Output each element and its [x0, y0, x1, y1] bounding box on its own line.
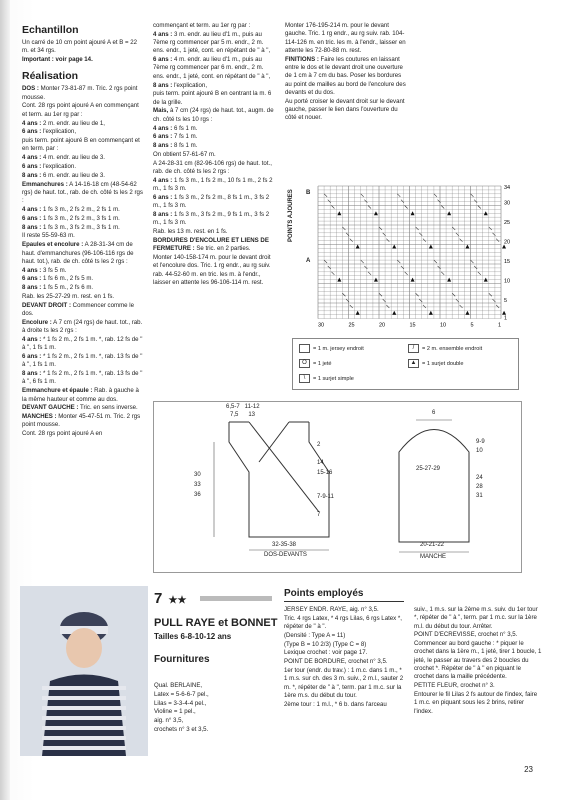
stripe: [42, 726, 126, 730]
grid-y-tick-label: 25: [504, 220, 511, 227]
column-instructions-5: [414, 606, 542, 716]
col2-line: BORDURES D'ENCOLURE ET LIENS DE FERMETURE : Se tric. en 2 parties.: [153, 236, 269, 253]
grid-decrease-mark: [350, 305, 353, 308]
col1-line: 4 ans : 4 m. endr. au lieu de 3.: [22, 154, 105, 162]
col2-line: 6 ans : 7 fs 1 m.: [153, 133, 198, 141]
grid-decrease-mark: [379, 293, 382, 296]
stripe: [42, 736, 126, 740]
fournitures-line: crochets n° 3 et 3,5.: [154, 725, 209, 733]
points-line: POINT DE BORDURE, crochet n° 3,5.: [284, 658, 388, 666]
points-line: 1er tour (endr. du trav.) : 1 m.c. dans 1 m., * 1 m.s. sur ch. des 3 m. suiv., 2 m.l., sauter 2 m. *, répéter de " à ", term. par 1 m.c. sur la 1ère m.s. du début du tour.: [284, 667, 404, 699]
grid-side-label: POINTS AJOURES: [288, 189, 294, 242]
top-dimension-1: 6,5-7 11-12: [226, 404, 260, 410]
grid-decrease-mark: [368, 206, 371, 209]
grid-decrease-mark: [350, 239, 353, 242]
stripe: [42, 706, 126, 710]
front-label: DOS-DEVANTS: [264, 552, 307, 558]
col2-line: 4 ans : 3 m. endr. au lieu d'1 m., puis au 7ème rg commencer par 5 m. endr., 2 m. ens. endr., 1 jeté, cont. en répétant de " à ",: [153, 30, 271, 55]
col2-line: 6 ans : 4 m. endr. au lieu d'1 m., puis au 7ème rg commencer par 6 m. endr., 2 m. ens. endr., 1 jeté, cont. en répétant de " à ",: [153, 56, 271, 80]
col1-line: 4 ans : 3 fs 5 m.: [22, 266, 67, 274]
col1-line: Il reste 55-59-63 m.: [22, 232, 75, 240]
grid-y-tick-label: 34: [504, 185, 511, 191]
col2-line: 8 ans : 1 fs 3 m., 3 fs 2 m., 9 fs 1 m., 3 fs 2 m., 1 fs 3 m.: [153, 211, 270, 227]
col3-line: Au porté croiser le devant droit sur le devant gauche, passer le lien dans l'ouverture du côté et nouer.: [285, 97, 405, 122]
grid-decrease-mark: [379, 227, 382, 230]
grid-surjet-double-mark: [356, 311, 360, 315]
grid-lines: [318, 186, 501, 319]
col1-line: Rab. les 25-27-29 m. rest. en 1 fs.: [22, 293, 115, 301]
fournitures-list: [154, 682, 274, 735]
grid-decrease-mark: [342, 227, 345, 230]
body-outline: [229, 422, 329, 537]
grid-decrease-mark: [386, 239, 389, 242]
col2-line: 8 ans : l'explication,: [153, 81, 208, 89]
grid-decrease-mark: [434, 260, 437, 263]
col3-line: Monter 176-195-214 m. pour le devant gauche. Tric. 1 rg endr., au rg suiv. rab. 104-114-126 m. en tric. les m. à l'endr., laisser en attente les 72-80-88 m. rest.: [285, 22, 406, 54]
col1-line: 6 ans : * 1 fs 2 m., 2 fs 1 m. *, rab. 13 fs de " à ", 1 fs 1 m.: [22, 353, 143, 369]
points-text: [284, 606, 406, 710]
col2-line: puis term. point ajouré B en centrant la m. 6 de la grille.: [153, 90, 272, 106]
pattern-number: 7 ★★: [154, 590, 187, 607]
schematic-diagram: [153, 401, 522, 573]
grid-decrease-mark: [460, 305, 463, 308]
stitch-grid-chart: [290, 180, 540, 330]
col2-line: A 24-28-31 cm (82-96-106 rgs) de haut. tot., rab. de ch. côté ts les 2 rgs :: [153, 159, 272, 176]
right-dim-b: 14: [317, 460, 324, 466]
col1-line: puis term. point ajouré B en commençant et en term. par :: [22, 137, 140, 153]
col1-line: Cont. 28 rgs point ajouré A en commençant et term. au 1er rg par :: [22, 102, 139, 118]
points-heading: Points employés: [284, 588, 364, 599]
page-binding: [0, 0, 10, 800]
grid-decrease-mark: [441, 272, 444, 275]
fournitures-line: Violine = 1 pel.,: [154, 708, 196, 716]
chart-legend: [292, 338, 519, 390]
pattern-sizes: Tailles 6-8-10-12 ans: [154, 632, 232, 641]
col5-line: POINT D'ECREVISSE, crochet n° 3,5.: [414, 631, 518, 639]
left-heights: 30 33 36: [194, 472, 201, 498]
col1-line: Emmanchures : A 14-16-18 cm (48-54-62 rgs) de haut. tot., rab. de ch. côté ts les 2 rgs :: [22, 180, 143, 205]
grid-x-tick-label: 20: [379, 322, 386, 329]
grid-decrease-mark: [331, 206, 334, 209]
grid-decrease-mark: [368, 272, 371, 275]
grid-surjet-double-mark: [429, 311, 433, 315]
legend-item-ensemble: / = 2 m. ensemble endroit: [408, 344, 482, 353]
child-illustration: [20, 586, 148, 756]
grid-decrease-mark: [324, 260, 327, 263]
grid-decrease-mark: [405, 272, 408, 275]
slash-icon: /: [408, 344, 419, 353]
square-icon: [299, 344, 310, 353]
grid-x-ticks: [318, 323, 501, 329]
grid-surjet-double-mark: [392, 311, 396, 315]
points-line: JERSEY ENDR. RAYE, aig. n° 3,5.: [284, 606, 379, 613]
col5-line: suiv., 1 m.s. sur la 2ème m.s. suiv. du 1er tour *, répéter de " à ", term. par 1 m.c. sur la 1ère m.l. du début du tour. Arrêter.: [414, 606, 538, 630]
grid-decrease-mark: [496, 239, 499, 242]
grid-decrease-mark: [361, 260, 364, 263]
grid-decrease-mark: [324, 194, 327, 197]
col5-line: PETITE FLEUR, crochet n° 3.: [414, 682, 495, 690]
grid-y-tick-label: 20: [504, 239, 511, 246]
fournitures-line: Lilas = 3-3-4-4 pel.,: [154, 699, 207, 707]
grid-label-b: B: [306, 190, 311, 196]
sleeve-label: MANCHE: [420, 554, 447, 560]
right-dim-c: 15-16: [317, 470, 333, 476]
grid-decrease-mark: [460, 239, 463, 242]
col1-line: Epaules et encolure : A 28-31-34 cm de haut. d'emmanchures (96-106-116 rgs de haut. tot.), rab. de ch. côté ts les 2 rgs :: [22, 241, 134, 265]
grid-surjet-double-mark: [392, 244, 396, 248]
col2-line: Rab. les 13 m. rest. en 1 fs.: [153, 228, 228, 236]
stripe: [42, 746, 126, 750]
col1-line: 8 ans : * 1 fs 2 m., 2 fs 1 m. *, rab. 13 fs de " à ", 6 fs 1 m.: [22, 370, 143, 386]
grid-surjet-double-mark: [465, 311, 469, 315]
manches-text: [153, 22, 275, 287]
sleeve-mid-dim: 25-27-29: [416, 466, 441, 472]
col5-line: Entourer le fil Lilas 2 fs autour de l'index, faire 1 m.c. en piquant sous les 2 brins, retirer l'index.: [414, 690, 538, 715]
points-line: (Type B = 10 2/3) (Type C = 8): [284, 640, 367, 648]
grid-decrease-mark: [405, 206, 408, 209]
fournitures-line: aig. n° 3,5,: [154, 717, 184, 725]
triangle-icon: ▲: [408, 359, 419, 368]
right-dim-e: 7: [317, 512, 321, 518]
grid-decrease-mark: [496, 305, 499, 308]
col2-line: Monter 140-158-174 m. pour le devant droit et l'encolure dos. Tric. 1 rg endr., au rg suiv. rab. 44-52-60 m. en tric. les m. à l'endr., laisser en attente les 96-106-114 m. rest.: [153, 254, 271, 286]
grid-decrease-mark: [342, 293, 345, 296]
col1-line: 8 ans : 1 fs 3 m., 3 fs 2 m., 3 fs 1 m.: [22, 223, 120, 231]
grid-surjet-double-mark: [429, 244, 433, 248]
points-line: (Densité : Type A = 11): [284, 631, 346, 639]
stripe: [42, 686, 126, 690]
grid-decrease-mark: [471, 194, 474, 197]
grid-x-tick-label: 15: [409, 322, 416, 329]
points-line: 2ème tour : 1 m.l., * 6 b. dans l'arceau: [284, 700, 387, 708]
grid-decrease-mark: [397, 194, 400, 197]
grid-surjet-double-mark: [502, 311, 506, 315]
finitions-text: [285, 22, 407, 123]
sleeve-outline: [399, 430, 469, 543]
stripe: [42, 696, 126, 700]
col2-line: 4 ans : 1 fs 3 m., 1 fs 2 m., 10 fs 1 m., 2 fs 2 m., 1 fs 3 m.: [153, 176, 273, 193]
neck-crossing-2: [259, 422, 289, 462]
difficulty-stars: ★★: [168, 595, 187, 606]
right-dim-a: 2: [317, 442, 321, 448]
schematic-svg: [154, 402, 521, 572]
circle-icon: O: [299, 359, 310, 368]
points-line: Lexique crochet : voir page 17.: [284, 649, 368, 657]
col1-line: 4 ans : * 1 fs 2 m., 2 fs 1 m. *, rab. 12 fs de " à ", 1 fs 1 m.: [22, 336, 143, 352]
grid-decrease-mark: [416, 293, 419, 296]
grid-surjet-double-mark: [356, 244, 360, 248]
col1-line: 4 ans : 1 fs 3 m., 2 fs 2 m., 2 fs 1 m.: [22, 206, 120, 214]
grid-y-tick-label: 30: [504, 200, 511, 207]
grid-decrease-mark: [478, 272, 481, 275]
grid-y-tick-label: 5: [504, 298, 508, 305]
right-dim-d: 7-9-11: [317, 494, 334, 500]
sleeve-top-dim: 6: [432, 410, 436, 416]
points-line: Tric. 4 rgs Latex, * 4 rgs Lilas, 6 rgs Latex *, répéter de " à ".: [284, 614, 402, 631]
fournitures-line: Latex = 5-6-6-7 pel.,: [154, 690, 209, 698]
grid-x-tick-label: 30: [318, 322, 325, 329]
col5-line: Commencer au bord gauche : * piquer le crochet dans la 1ère m., 1 jeté, tirer 1 boucle, 1 jeté, le passer au travers des 2 boucles du crochet *. Répéter de " à " en piquant le crochet dans la maille précédente.: [414, 640, 542, 681]
fournitures-line: Qual. BERLAINE,: [154, 682, 203, 689]
grid-decrease-mark: [489, 293, 492, 296]
realisation-heading: Réalisation: [22, 70, 79, 83]
grid-x-tick-label: 10: [440, 322, 447, 329]
grid-decrease-mark: [489, 227, 492, 230]
grid-x-tick-label: 1: [497, 322, 502, 329]
child-photo: [20, 586, 148, 756]
grid-y-ticks: [504, 185, 510, 322]
col1-line: 8 ans : 6 m. endr. au lieu de 3.: [22, 171, 105, 179]
grid-decrease-mark: [361, 194, 364, 197]
grid-decrease-mark: [416, 227, 419, 230]
grid-decrease-mark: [471, 260, 474, 263]
grid-label-a: A: [306, 258, 311, 264]
col1-line: Emmanchure et épaule : Rab. à gauche à la même hauteur et comme au dos.: [22, 387, 139, 403]
col1-line: 8 ans : 1 fs 5 m., 2 fs 6 m.: [22, 284, 94, 292]
grid-x-tick-label: 5: [470, 322, 474, 329]
col1-line: DEVANT DROIT : Commencer comme le dos.: [22, 301, 134, 318]
grid-surjet-double-mark: [465, 244, 469, 248]
grid-x-tick-label: 25: [348, 322, 355, 329]
grid-decrease-mark: [452, 227, 455, 230]
grid-decrease-mark: [397, 260, 400, 263]
legend-item-surjet-simple: \ = 1 surjet simple: [299, 374, 354, 383]
grid-decrease-mark: [452, 293, 455, 296]
column-instructions-1: [22, 22, 145, 439]
legend-item-jersey: = 1 m. jersey endroit: [299, 344, 364, 353]
col2-line: 4 ans : 6 fs 1 m.: [153, 124, 198, 132]
grid-y-tick-label: 15: [504, 259, 511, 266]
fournitures-heading: Fournitures: [154, 654, 210, 665]
col2-line: 6 ans : 1 fs 3 m., 2 fs 2 m., 8 fs 1 m., 3 fs 2 m., 1 fs 3 m.: [153, 193, 270, 210]
col1-line: DEVANT GAUCHE : Tric. en sens inverse.: [22, 404, 138, 412]
echantillon-heading: Echantillon: [22, 24, 79, 36]
stripe: [42, 716, 126, 720]
col3-line: FINITIONS : Faire les coutures en laissant entre le dos et le devant droit une ouverture de 1 cm à 7 cm du bas. Poser les bordures au point de mailles au bord de l'encolure des devants et du dos.: [285, 55, 406, 96]
col1-line: DOS : Monter 73-81-87 m. Tric. 2 rgs point mousse.: [22, 85, 138, 101]
grid-decrease-mark: [386, 305, 389, 308]
stitch-grid-svg: [290, 180, 540, 330]
backslash-icon: \: [299, 374, 310, 383]
col1-line: 6 ans : 1 fs 6 m., 2 fs 5 m.: [22, 275, 94, 283]
sleeve-right-dims: 9-9 10 24 28 31: [476, 439, 485, 499]
legend-item-surjet-double: ▲ = 1 surjet double: [408, 359, 464, 368]
grid-decrease-mark: [478, 206, 481, 209]
page-number: 23: [524, 765, 533, 774]
realisation-text: [22, 85, 145, 438]
col1-line: 6 ans : l'explication.: [22, 163, 77, 171]
col1-line: Cont. 28 rgs point ajouré A en: [22, 430, 103, 438]
col2-line: 8 ans : 8 fs 1 m.: [153, 142, 198, 150]
sleeve-bottom-dim: 20-21-22: [420, 542, 445, 548]
face-shape: [66, 628, 102, 668]
legend-item-jete: O = 1 jeté: [299, 359, 332, 368]
grid-decrease-mark: [434, 194, 437, 197]
col2-line: Mais, à 7 cm (24 rgs) de haut. tot., augm. de ch. côté ts les 10 rgs :: [153, 107, 274, 123]
col1-line: 6 ans : l'explication,: [22, 128, 77, 136]
column-instructions-3: [285, 22, 407, 123]
col1-line: Encolure : A 7 cm (24 rgs) de haut. tot., rab. à droite ts les 2 rgs :: [22, 318, 143, 335]
col1-line: 4 ans : 2 m. endr. au lieu de 1,: [22, 119, 105, 127]
grid-y-tick-label: 10: [504, 278, 511, 285]
grid-decrease-mark: [423, 305, 426, 308]
col2-line: commençant et term. au 1er rg par :: [153, 22, 251, 29]
echantillon-text: Un carré de 10 cm point ajouré A et B = 22 m. et 34 rgs.: [22, 39, 138, 55]
col1-line: 6 ans : 1 fs 3 m., 2 fs 2 m., 3 fs 1 m.: [22, 214, 120, 222]
grid-decrease-mark: [441, 206, 444, 209]
column-instructions-2: [153, 22, 275, 288]
bottom-front-dim: 32-35-38: [272, 542, 297, 548]
pattern-title: PULL RAYE et BONNET: [154, 617, 278, 629]
col2-line: On obtient 57-61-67 m.: [153, 150, 216, 158]
grid-symbols: [324, 194, 506, 315]
decorative-bar: [200, 596, 272, 601]
top-dimension-2: 7,5 13: [230, 412, 256, 418]
grid-decrease-mark: [423, 239, 426, 242]
points-rule: [284, 601, 404, 602]
col1-line: MANCHES : Monter 45-47-51 m. Tric. 2 rgs point mousse.: [22, 413, 141, 429]
important-note: Important : voir page 14.: [22, 56, 93, 64]
grid-y-tick-label: 1: [504, 315, 508, 322]
grid-decrease-mark: [331, 272, 334, 275]
